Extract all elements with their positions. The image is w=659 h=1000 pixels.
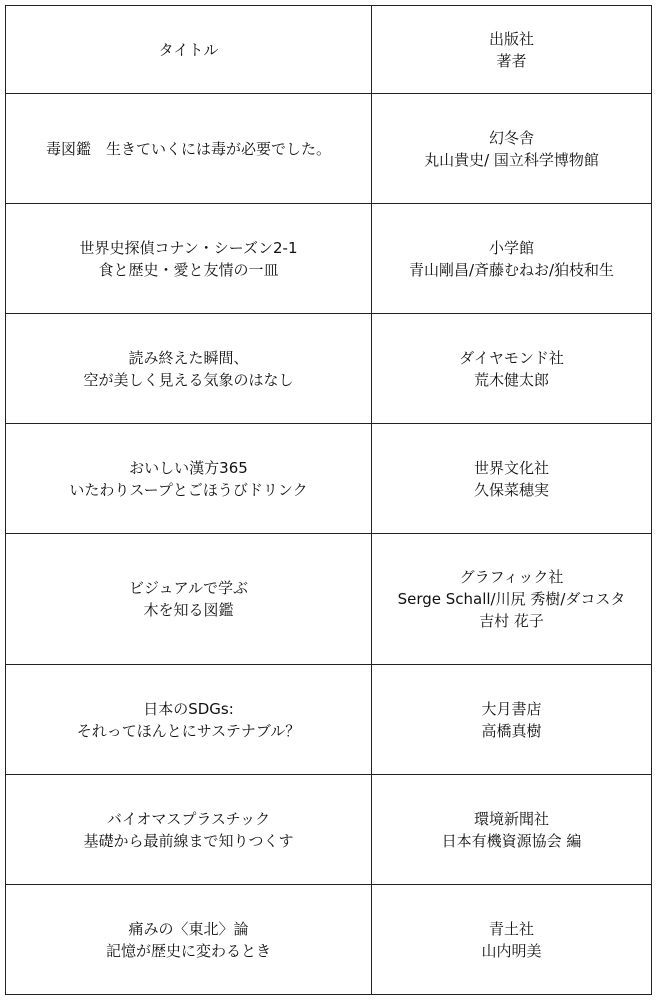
book-title-cell: 読み終えた瞬間、 空が美しく見える気象のはなし — [6, 314, 372, 424]
header-row — [6, 6, 652, 94]
publisher-author-cell: 青土社 山内明美 — [372, 885, 652, 995]
book-title-cell: 日本のSDGs: それってほんとにサステナブル？ — [6, 665, 372, 775]
table-row — [6, 204, 652, 314]
publisher-author-cell: ダイヤモンド社 荒木健太郎 — [372, 314, 652, 424]
title-header-cell: タイトル — [6, 6, 372, 94]
book-list-table — [5, 5, 652, 995]
publisher-author-cell: グラフィック社 Serge Schall/川尻 秀樹/ダコスタ 吉村 花子 — [372, 534, 652, 665]
table-row — [6, 424, 652, 534]
book-title-cell: 痛みの〈東北〉論 記憶が歴史に変わるとき — [6, 885, 372, 995]
table-row — [6, 775, 652, 885]
book-title-cell: おいしい漢方365 いたわりスープとごほうびドリンク — [6, 424, 372, 534]
publisher-author-header-cell: 出版社 著者 — [372, 6, 652, 94]
publisher-author-cell: 幻冬舎 丸山貴史/ 国立科学博物館 — [372, 94, 652, 204]
publisher-author-cell: 環境新聞社 日本有機資源協会 編 — [372, 775, 652, 885]
table-row — [6, 534, 652, 665]
book-title-cell: 世界史探偵コナン・シーズン2-1 食と歴史・愛と友情の一皿 — [6, 204, 372, 314]
table-row — [6, 94, 652, 204]
table-row — [6, 885, 652, 995]
publisher-author-cell: 小学館 青山剛昌/斉藤むねお/狛枝和生 — [372, 204, 652, 314]
book-title-cell: 毒図鑑 生きていくには毒が必要でした。 — [6, 94, 372, 204]
table-row — [6, 665, 652, 775]
book-title-cell: ビジュアルで学ぶ 木を知る図鑑 — [6, 534, 372, 665]
publisher-author-cell: 大月書店 高橋真樹 — [372, 665, 652, 775]
table-row — [6, 314, 652, 424]
publisher-author-cell: 世界文化社 久保菜穂実 — [372, 424, 652, 534]
book-title-cell: バイオマスプラスチック 基礎から最前線まで知りつくす — [6, 775, 372, 885]
